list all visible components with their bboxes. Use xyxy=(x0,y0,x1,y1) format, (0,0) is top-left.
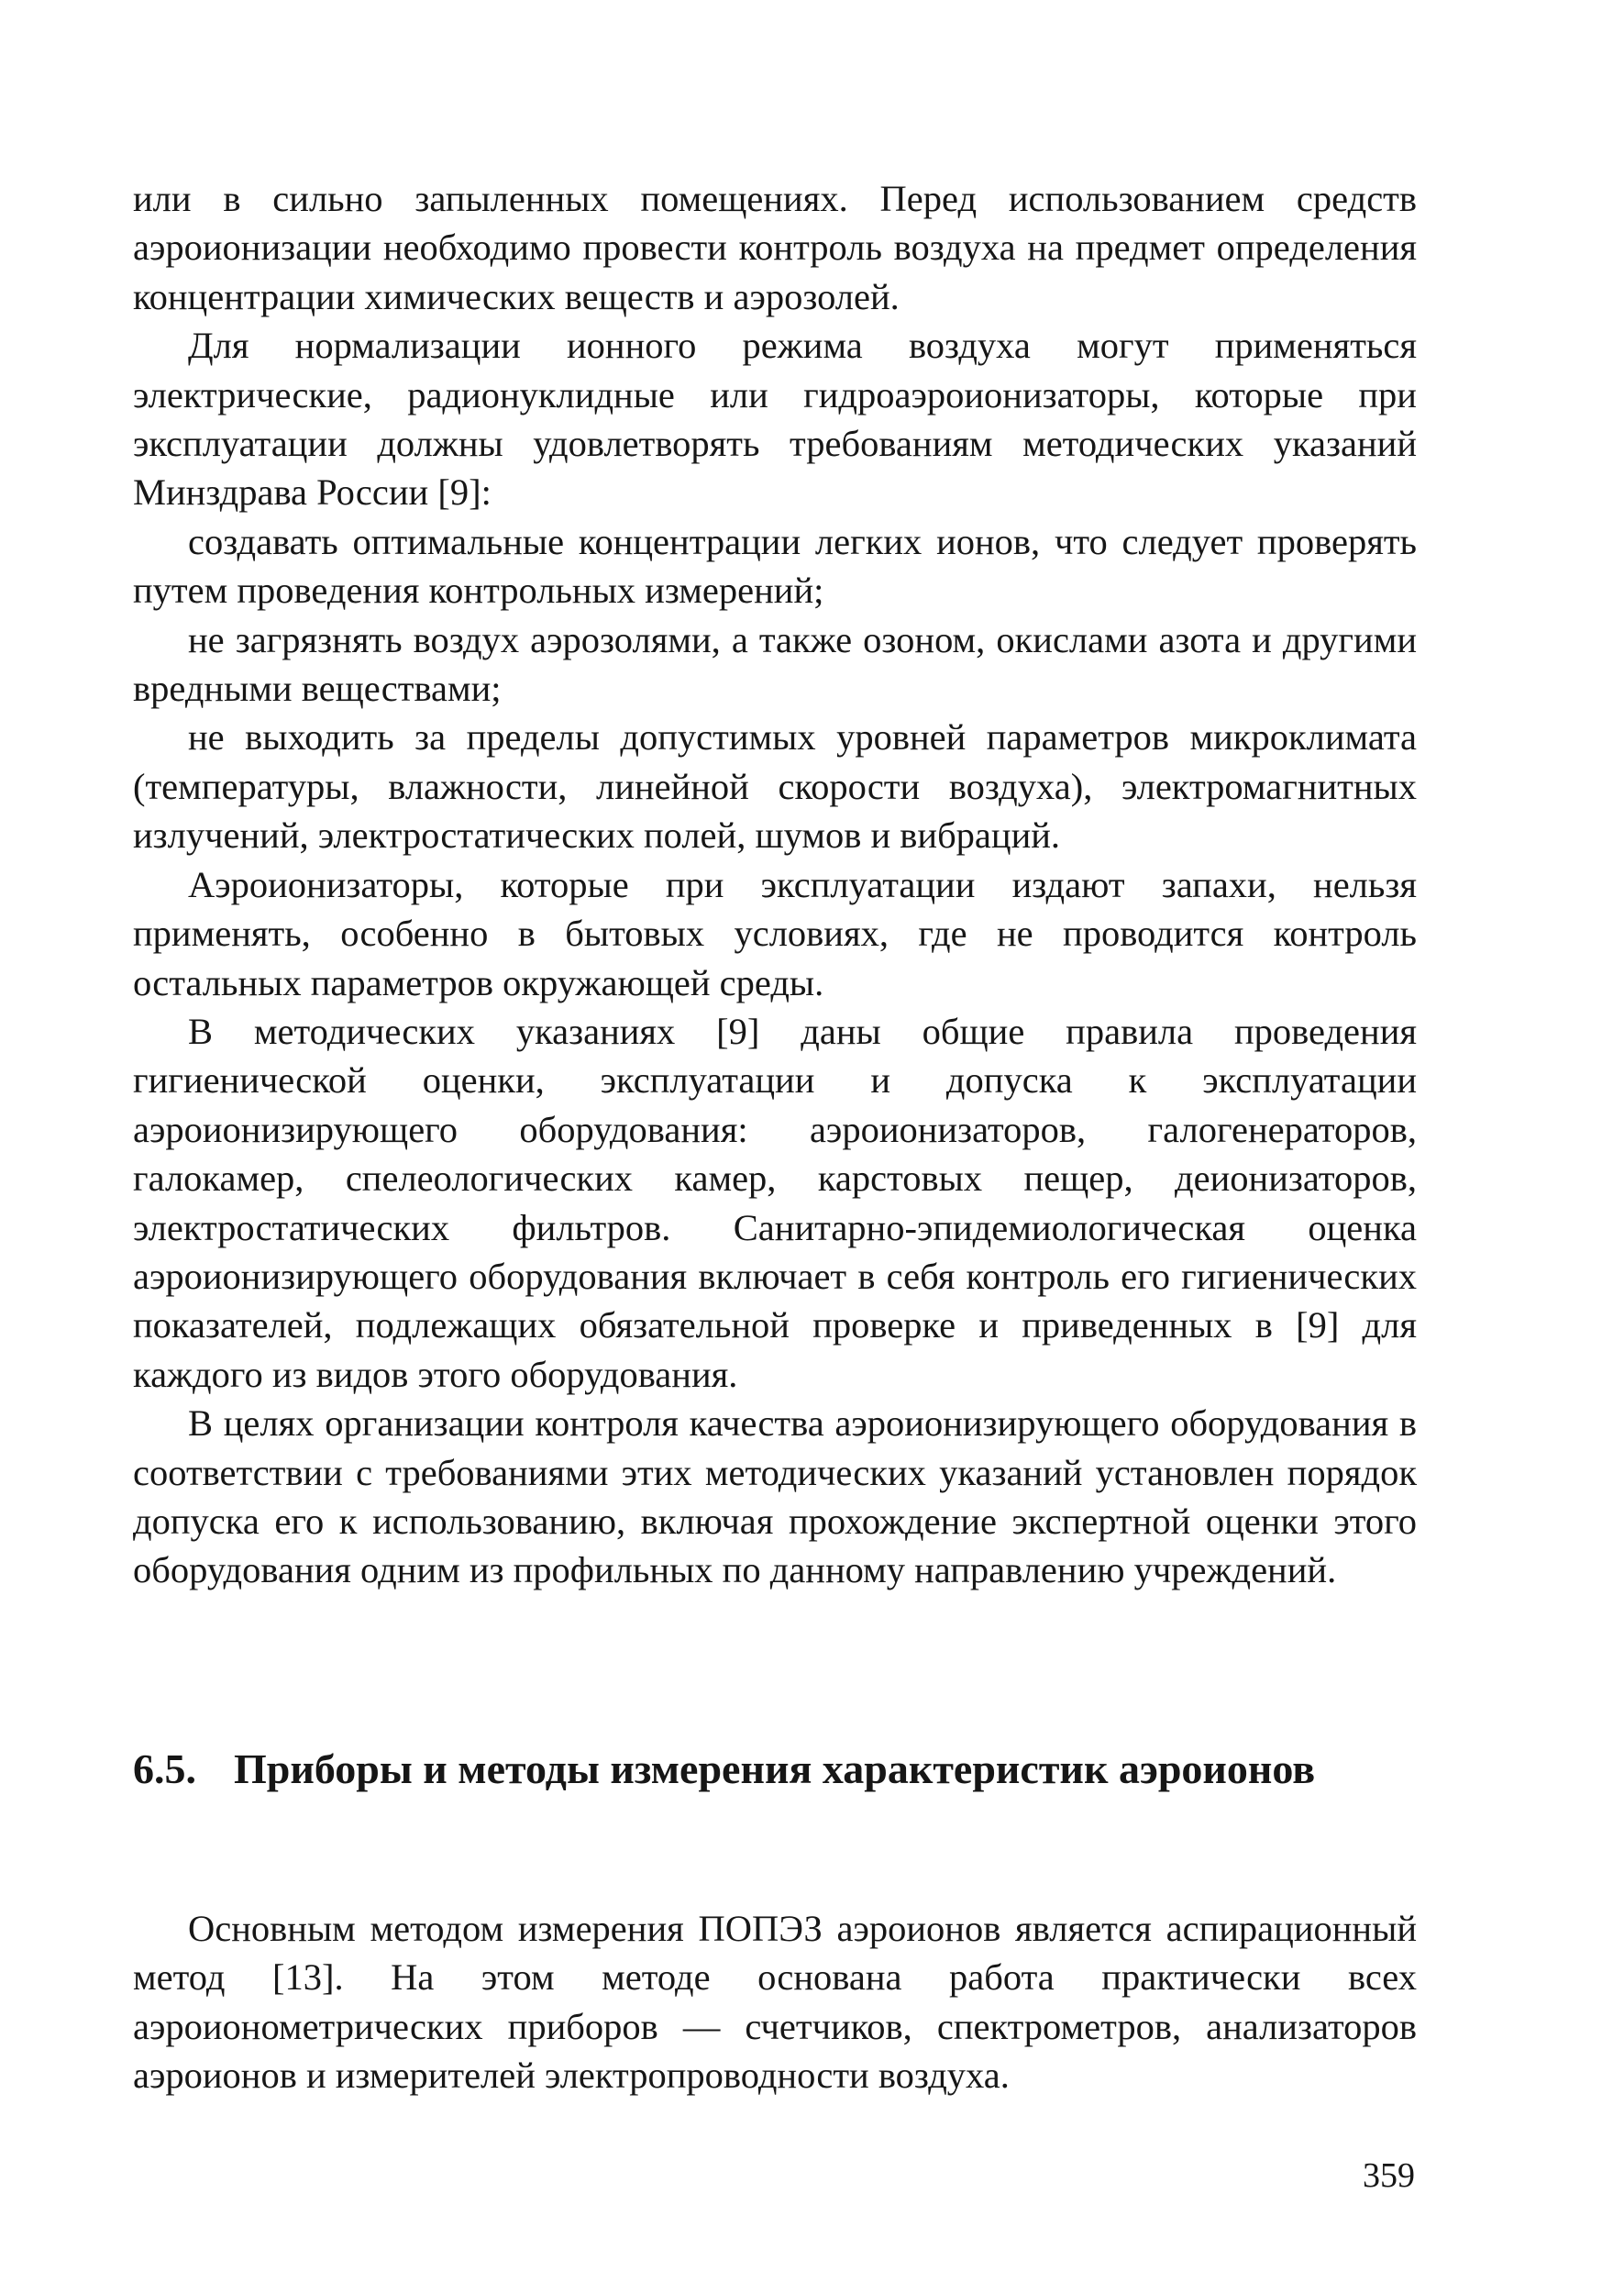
list-item-no-pollution: не загрязнять воздух аэрозолями, а также озоном, окислами азота и другими вредными веществами; xyxy=(133,618,1417,710)
body-text xyxy=(133,174,1417,1595)
section-title: Приборы и методы измерения характеристик аэроионов xyxy=(234,1745,1316,1792)
paragraph-guidelines: В методических указаниях [9] даны общие правила проведения гигиенической оценки, эксплуатации и допуска к эксплуатации аэроионизирующего оборудования: аэроионизаторов, галогенераторов, галокамер, спелеологических камер, карстовых пещер, деионизаторов, электростатических фильтров. Санитарно-эпидемиологическая оценка аэроионизирующего оборудования включает в себя контроль его гигиенических показателей, подлежащих обязательной проверке и приведенных в [9] для каждого из видов этого оборудования. xyxy=(133,1010,1417,1395)
paragraph-aspiration-method: Основным методом измерения ПОПЭЗ аэроионов является аспирационный метод [13]. На этом методе основана работа практически всех аэроионометрических приборов — счетчиков, спектрометров, анализаторов аэроионов и измерителей электропроводности воздуха. xyxy=(133,1908,1417,2097)
paragraph-quality-control: В целях организации контроля качества аэроионизирующего оборудования в соответствии с требованиями этих методических указаний установлен порядок допуска его к использованию, включая прохождение экспертной оценки этого оборудования одним из профильных по данному направлению учреждений. xyxy=(133,1402,1417,1591)
list-item-concentrations: создавать оптимальные концентрации легких ионов, что следует проверять путем проведения контрольных измерений; xyxy=(133,520,1417,612)
page-number: 359 xyxy=(1363,2156,1415,2195)
section-number: 6.5. xyxy=(133,1745,196,1792)
section-heading xyxy=(133,1743,1417,1796)
section-body-text xyxy=(133,1904,1417,2100)
list-item-limits: не выходить за пределы допустимых уровней параметров микроклимата (температуры, влажности, линейной скорости воздуха), электромагнитных излучений, электростатических полей, шумов и вибраций. xyxy=(133,716,1417,857)
paragraph-odors: Аэроионизаторы, которые при эксплуатации издают запахи, нельзя применять, особенно в бытовых условиях, где не проводится контроль остальных параметров окружающей среды. xyxy=(133,863,1417,1003)
paragraph-ionizers: Для нормализации ионного режима воздуха могут применяться электрические, радионуклидные или гидроаэроионизаторы, которые при эксплуатации должны удовлетворять требованиям методических указаний Минздрава России [9]: xyxy=(133,325,1417,514)
paragraph-continuation: или в сильно запыленных помещениях. Перед использованием средств аэроионизации необходимо провести контроль воздуха на предмет определения концентрации химических веществ и аэрозолей. xyxy=(133,178,1417,317)
